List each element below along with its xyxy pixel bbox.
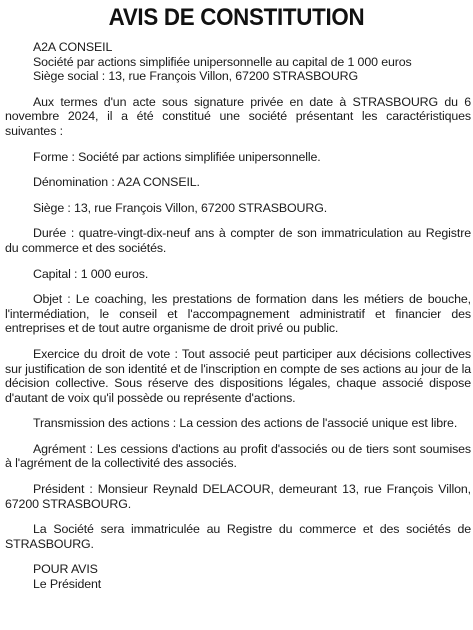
duree-paragraph: Durée : quatre-vingt-dix-neuf ans à compter de son immatriculation au Registre du commerce et des sociétés. xyxy=(5,226,471,255)
denomination-paragraph: Dénomination : A2A CONSEIL. xyxy=(33,175,200,190)
company-registered-office: Siège social : 13, rue François Villon, 67200 STRASBOURG xyxy=(33,69,359,84)
company-legal-form-capital: Société par actions simplifiée unipersonnelle au capital de 1 000 euros xyxy=(33,54,412,69)
siege-paragraph: Siège : 13, rue François Villon, 67200 STRASBOURG. xyxy=(33,200,328,215)
company-name: A2A CONSEIL xyxy=(33,40,113,54)
notice-title: AVIS DE CONSTITUTION xyxy=(108,4,365,31)
notice-body xyxy=(5,40,471,592)
transmission-paragraph: Transmission des actions : La cession des actions de l'associé unique est libre. xyxy=(33,416,458,431)
president-paragraph: Président : Monsieur Reynald DELACOUR, demeurant 13, rue François Villon, 67200 STRASBOURG. xyxy=(5,482,471,511)
pour-avis: POUR AVIS xyxy=(33,562,98,577)
company-header xyxy=(5,40,471,84)
intro-paragraph: Aux termes d'un acte sous signature privée en date à STRASBOURG du 6 novembre 2024, il a été constitué une société présentant les caractéristiques suivantes : xyxy=(5,94,471,138)
closing-signature xyxy=(5,562,471,591)
objet-paragraph: Objet : Le coaching, les prestations de formation dans les métiers de bouche, l'intermédiation, le conseil et l'accompagnement administratif et financier des entreprises et de tout autre organisme de droit privé ou public. xyxy=(5,292,471,336)
signatory: Le Président xyxy=(33,577,102,592)
vote-paragraph: Exercice du droit de vote : Tout associé peut participer aux décisions collectives sur justification de son identité et de l'inscription en compte de ses actions au jour de la décision collective. Sous réserve des dispositions légales, chaque associé dispose d'autant de voix qu'il possède ou représente d'actions. xyxy=(5,346,471,405)
capital-paragraph: Capital : 1 000 euros. xyxy=(33,266,149,281)
immatriculation-paragraph: La Société sera immatriculée au Registre du commerce et des sociétés de STRASBOURG. xyxy=(5,522,471,551)
forme-paragraph: Forme : Société par actions simplifiée unipersonnelle. xyxy=(33,149,321,164)
agrement-paragraph: Agrément : Les cessions d'actions au profit d'associés ou de tiers sont soumises à l'agrément de la collectivité des associés. xyxy=(5,441,471,471)
